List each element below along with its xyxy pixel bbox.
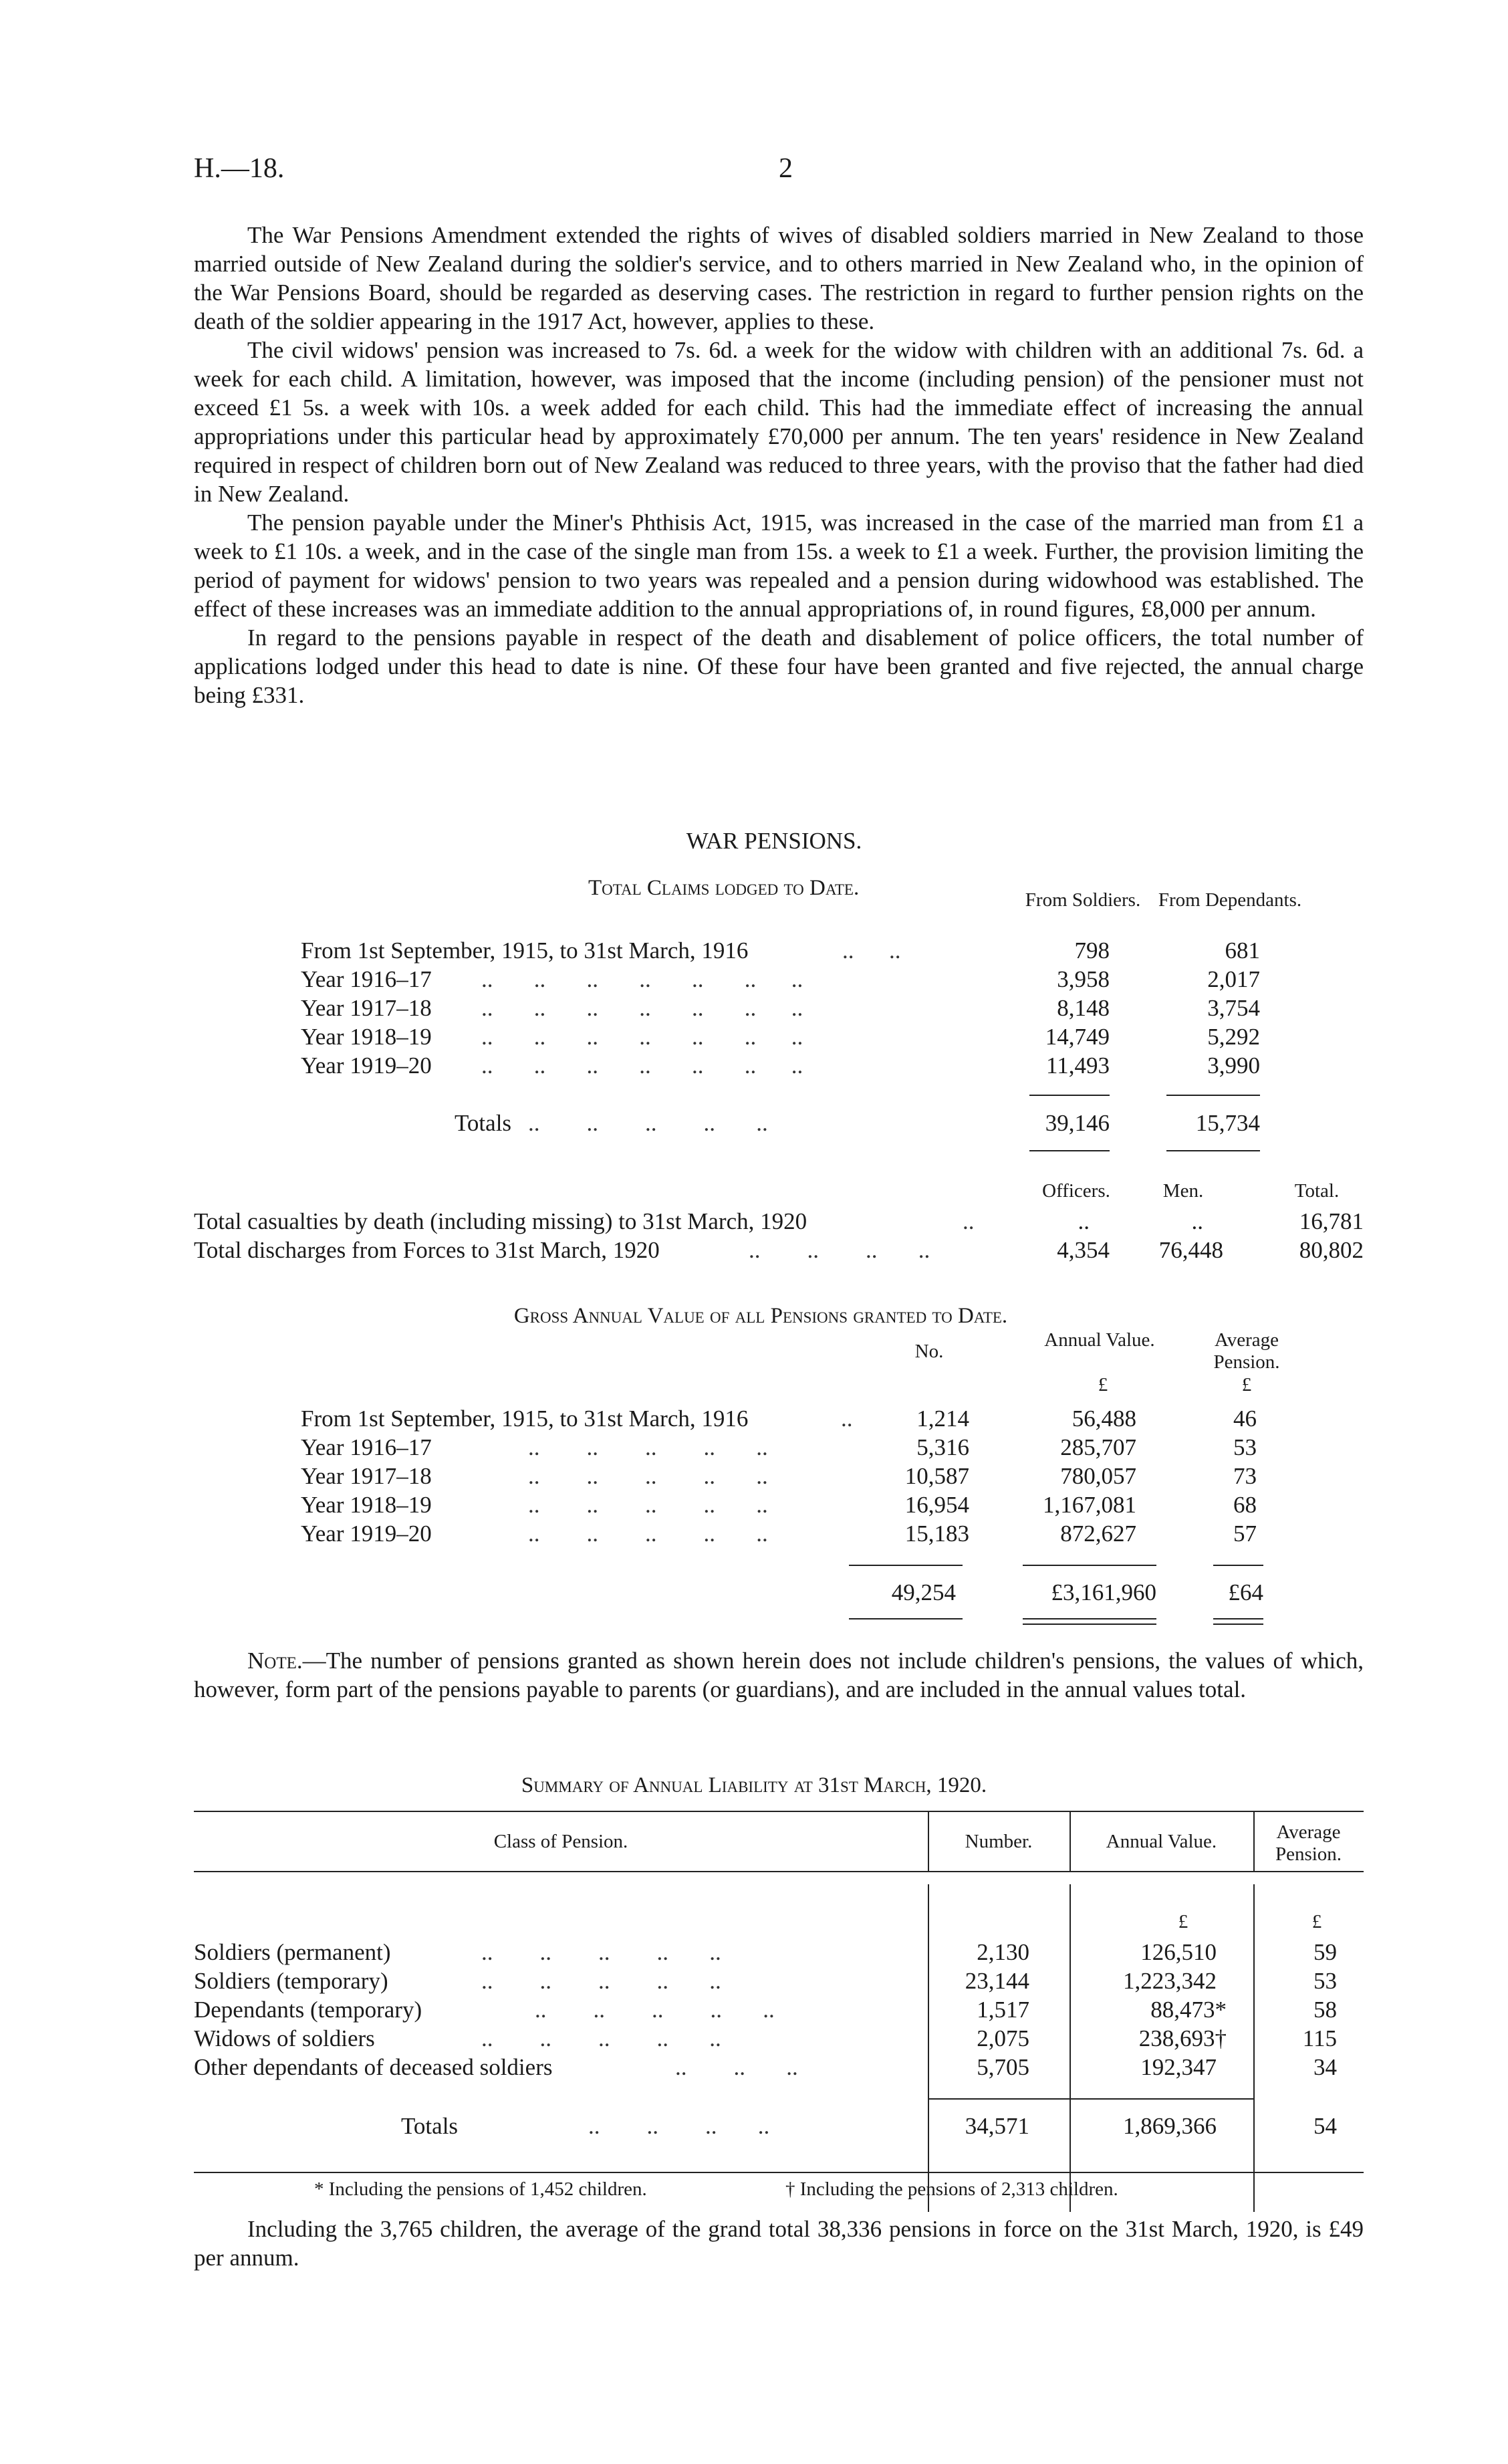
totals-rule <box>1166 1150 1260 1151</box>
annual-value: 126,510 <box>1140 1939 1217 1965</box>
leader-dots: .. .. .. .. .. <box>528 1492 768 1518</box>
table-row <box>0 1519 1508 1548</box>
leader-dots: .. .. .. .. .. <box>481 2025 721 2051</box>
table-row <box>0 994 1508 1022</box>
double-rule <box>1213 1623 1263 1625</box>
average-value: 53 <box>1233 1434 1257 1460</box>
col-average-pension: Average Pension. <box>1275 1821 1342 1865</box>
totals-row <box>0 2112 1508 2140</box>
total-average: £64 <box>1228 1579 1263 1605</box>
double-rule <box>849 1618 963 1619</box>
col-from-dependants: From Dependants. <box>1158 889 1302 911</box>
dependants-value: 3,754 <box>1207 995 1260 1021</box>
table-row <box>0 965 1508 994</box>
subtotal-rule <box>1023 1565 1156 1566</box>
annual-value: 780,057 <box>1060 1463 1136 1489</box>
average-value: 59 <box>1313 1939 1337 1965</box>
annual-value: 238,693† <box>1138 2025 1227 2051</box>
war-pensions-title: WAR PENSIONS. <box>686 828 862 854</box>
annual-value: 1,223,342 <box>1123 1968 1217 1994</box>
casualties-table <box>0 1180 1508 1267</box>
no-value: 5,316 <box>916 1434 969 1460</box>
soldiers-value: 14,749 <box>1045 1024 1110 1050</box>
row-label: From 1st September, 1915, to 31st March, 1916 <box>301 937 749 964</box>
annual-value: 88,473* <box>1150 1997 1227 2023</box>
no-value: 16,954 <box>904 1492 969 1518</box>
table-bottom-rule <box>194 2172 1364 2173</box>
totals-rule <box>1029 1150 1110 1151</box>
average-value: 115 <box>1302 2025 1337 2051</box>
row-label: Year 1919–20 <box>301 1052 432 1079</box>
leader-dots: .. .. .. .. .. <box>528 1434 768 1460</box>
double-rule <box>1213 1618 1263 1619</box>
leader-dots: .. .. <box>842 937 901 964</box>
subtotal-rule <box>1213 1565 1263 1566</box>
footnote-star: * Including the pensions of 1,452 children. <box>314 2178 647 2200</box>
header-bottom-rule <box>194 1871 1364 1872</box>
table-row <box>0 2053 1508 2082</box>
table-top-rule <box>194 1811 1364 1812</box>
unit-pound: £ <box>1098 1374 1108 1395</box>
leader-dots: .. .. .. .. .. <box>481 1939 721 1965</box>
closing-text: Including the 3,765 children, the average of the grand total 38,336 pensions in force on the 31st March, 1920, is £49 per annum. <box>194 2216 1364 2271</box>
number-value: 23,144 <box>965 1968 1029 1994</box>
average-value: 46 <box>1233 1406 1257 1432</box>
totals-row <box>0 1109 1508 1137</box>
total-annual: £3,161,960 <box>1051 1579 1156 1605</box>
report-reference: H.—18. <box>194 153 285 184</box>
row-label: Total casualties by death (including missing) to 31st March, 1920 <box>194 1208 807 1234</box>
leader-dots: .. .. .. .. .. .. .. <box>481 995 803 1021</box>
table-row <box>0 1207 1508 1236</box>
claims-table-title: Total Claims lodged to Date. <box>588 876 860 900</box>
summary-title: Summary of Annual Liability at 31st March, 1920. <box>521 1773 987 1797</box>
col-number: Number. <box>965 1831 1033 1852</box>
row-label: Other dependants of deceased soldiers <box>194 2054 553 2080</box>
average-value: 34 <box>1313 2054 1337 2080</box>
row-label: Widows of soldiers <box>194 2025 375 2051</box>
annual-value: 56,488 <box>1072 1406 1136 1432</box>
page-header <box>194 152 1364 186</box>
unit-pound: £ <box>1178 1911 1188 1932</box>
table-row <box>0 1462 1508 1490</box>
dependants-value: 681 <box>1225 937 1260 964</box>
col-officers: Officers. <box>1042 1180 1110 1202</box>
subtotal-rule <box>1029 1095 1110 1096</box>
table-row <box>0 1051 1508 1080</box>
table-row <box>0 1995 1508 2024</box>
annual-value: 192,347 <box>1140 2054 1217 2080</box>
soldiers-value: 8,148 <box>1057 995 1110 1021</box>
leader-dots: .. .. .. .. <box>588 2113 770 2139</box>
row-label: Year 1917–18 <box>301 1463 432 1489</box>
number-value: 2,075 <box>977 2025 1029 2051</box>
row-label: Year 1918–19 <box>301 1492 432 1518</box>
number-value: 5,705 <box>977 2054 1029 2080</box>
table-row <box>0 1022 1508 1051</box>
summary-table <box>0 1811 1508 2225</box>
men-value: .. <box>1191 1208 1203 1234</box>
number-value: 2,130 <box>977 1939 1029 1965</box>
total-average: 54 <box>1313 2113 1337 2139</box>
table-row <box>0 2024 1508 2053</box>
table-row <box>0 1236 1508 1264</box>
unit-pound: £ <box>1241 1374 1252 1395</box>
row-label: Soldiers (temporary) <box>194 1968 388 1994</box>
leader-dots: .. .. .. <box>675 2054 798 2080</box>
soldiers-value: 798 <box>1074 937 1110 964</box>
leader-dots: .. <box>963 1208 975 1234</box>
totals-label: Totals <box>401 2113 459 2139</box>
leader-dots: .. .. .. .. .. <box>528 1110 768 1136</box>
row-label: Year 1917–18 <box>301 995 432 1021</box>
unit-pound: £ <box>1311 1911 1322 1932</box>
table-row <box>0 936 1508 965</box>
footnote-dagger: † Including the pensions of 2,313 children. <box>785 2178 1118 2200</box>
claims-table <box>0 869 1508 1184</box>
table-row <box>0 1490 1508 1519</box>
leader-dots: .. .. .. .. .. .. .. <box>481 1052 803 1079</box>
table-row <box>0 1433 1508 1462</box>
col-from-soldiers: From Soldiers. <box>1025 889 1141 911</box>
total-no: 49,254 <box>891 1579 956 1605</box>
note-paragraph <box>194 1646 1364 1704</box>
no-value: 10,587 <box>904 1463 969 1489</box>
paragraph-civil-widows: The civil widows' pension was increased to 7s. 6d. a week for the widow with children with an additional 7s. 6d. a week for each child. A limitation, however, was imposed that the income (including pension) of the pensioner must not exceed £1 5s. a week with 10s. a week added for each child. This had the immediate effect of increasing the annual appropriations under this particular head by approximately £70,000 per annum. The ten years' residence in New Zealand required in respect of children born out of New Zealand was reduced to three years, with the proviso that the father had died in New Zealand. <box>194 337 1364 507</box>
annual-value: 285,707 <box>1060 1434 1136 1460</box>
subtotal-rule <box>1166 1095 1260 1096</box>
total-annual: 1,869,366 <box>1123 2113 1217 2139</box>
men-value: 76,448 <box>1158 1237 1223 1263</box>
intro-text <box>194 221 1364 709</box>
average-value: 53 <box>1313 1968 1337 1994</box>
leader-dots: .. .. .. .. .. <box>535 1997 775 2023</box>
average-value: 58 <box>1313 1997 1337 2023</box>
leader-dots: .. .. .. .. <box>749 1237 930 1263</box>
double-rule <box>1023 1623 1156 1625</box>
col-annual-value: Annual Value. <box>1106 1831 1217 1852</box>
leader-dots: .. .. .. .. .. <box>528 1521 768 1547</box>
dependants-value: 3,990 <box>1207 1052 1260 1079</box>
totals-soldiers: 39,146 <box>1045 1110 1110 1136</box>
col-total: Total. <box>1294 1180 1340 1202</box>
no-value: 15,183 <box>904 1521 969 1547</box>
page-number: 2 <box>779 153 793 184</box>
row-label: Year 1916–17 <box>301 966 432 992</box>
paragraph-police-officers: In regard to the pensions payable in respect of the death and disablement of police officers, the total number of applications lodged under this head to date is nine. Of these four have been granted and five rejected, the annual charge being £331. <box>194 625 1364 708</box>
leader-dots: .. .. .. .. .. .. .. <box>481 1024 803 1050</box>
total-value: 80,802 <box>1299 1237 1364 1263</box>
paragraph-miners-phthisis: The pension payable under the Miner's Phthisis Act, 1915, was increased in the case of the married man from £1 a week to £1 10s. a week, and in the case of the single man from 15s. a week to £1 a week. Further, the provision limiting the period of payment for widows' pension to two years was repealed and a pension during widowhood was established. The effect of these increases was an immediate addition to the annual appropriations of, in round figures, £8,000 per annum. <box>194 510 1364 622</box>
note-text-block <box>194 1646 1364 1704</box>
double-rule <box>1023 1618 1156 1619</box>
note-text: —The number of pensions granted as shown herein does not include children's pensions, the values of which, however, form part of the pensions payable to parents (or guardians), and are included in the annual values total. <box>194 1648 1364 1702</box>
note-lead: Note. <box>247 1648 303 1674</box>
leader-dots: .. .. .. .. .. .. .. <box>481 966 803 992</box>
table-row <box>0 1967 1508 1995</box>
annual-value: 872,627 <box>1060 1521 1136 1547</box>
officers-value: .. <box>1078 1208 1090 1234</box>
col-annual-value: Annual Value. <box>1044 1329 1155 1351</box>
number-value: 1,517 <box>977 1997 1029 2023</box>
row-label: Dependants (temporary) <box>194 1997 422 2023</box>
row-label: Year 1919–20 <box>301 1521 432 1547</box>
total-value: 16,781 <box>1299 1208 1364 1234</box>
row-label: Soldiers (permanent) <box>194 1939 391 1965</box>
totals-label: Totals <box>455 1110 512 1136</box>
average-value: 68 <box>1233 1492 1257 1518</box>
gross-value-table <box>0 1304 1508 1638</box>
subtotal-rule <box>928 2098 1253 2100</box>
annual-value: 1,167,081 <box>1043 1492 1136 1518</box>
dependants-value: 5,292 <box>1207 1024 1260 1050</box>
officers-value: 4,354 <box>1057 1237 1110 1263</box>
leader-dots: .. <box>841 1406 853 1432</box>
average-value: 73 <box>1233 1463 1257 1489</box>
table-row <box>0 1938 1508 1967</box>
col-men: Men. <box>1162 1180 1204 1202</box>
col-average-pension: Average Pension. <box>1213 1329 1280 1373</box>
col-class-of-pension: Class of Pension. <box>493 1831 628 1852</box>
totals-row <box>0 1578 1508 1607</box>
col-no: No. <box>914 1341 944 1362</box>
row-label: Year 1918–19 <box>301 1024 432 1050</box>
row-label: From 1st September, 1915, to 31st March, 1916 <box>301 1406 749 1432</box>
row-label: Total discharges from Forces to 31st March, 1920 <box>194 1237 660 1263</box>
average-value: 57 <box>1233 1521 1257 1547</box>
leader-dots: .. .. .. .. .. <box>528 1463 768 1489</box>
table-row <box>0 1404 1508 1433</box>
dependants-value: 2,017 <box>1207 966 1260 992</box>
paragraph-war-pensions-amendment: The War Pensions Amendment extended the rights of wives of disabled soldiers married in New Zealand to those married outside of New Zealand during the soldier's service, and to others married in New Zealand who, in the opinion of the War Pensions Board, should be regarded as deserving cases. The restriction in regard to further pension rights on the death of the soldier appearing in the 1917 Act, however, applies to these. <box>194 222 1364 334</box>
soldiers-value: 3,958 <box>1057 966 1110 992</box>
closing-paragraph <box>194 2215 1364 2272</box>
subtotal-rule <box>849 1565 963 1566</box>
gross-value-title: Gross Annual Value of all Pensions granted to Date. <box>513 1304 1008 1328</box>
totals-dependants: 15,734 <box>1195 1110 1260 1136</box>
leader-dots: .. .. .. .. .. <box>481 1968 721 1994</box>
soldiers-value: 11,493 <box>1046 1052 1110 1079</box>
total-number: 34,571 <box>965 2113 1029 2139</box>
no-value: 1,214 <box>916 1406 969 1432</box>
row-label: Year 1916–17 <box>301 1434 432 1460</box>
